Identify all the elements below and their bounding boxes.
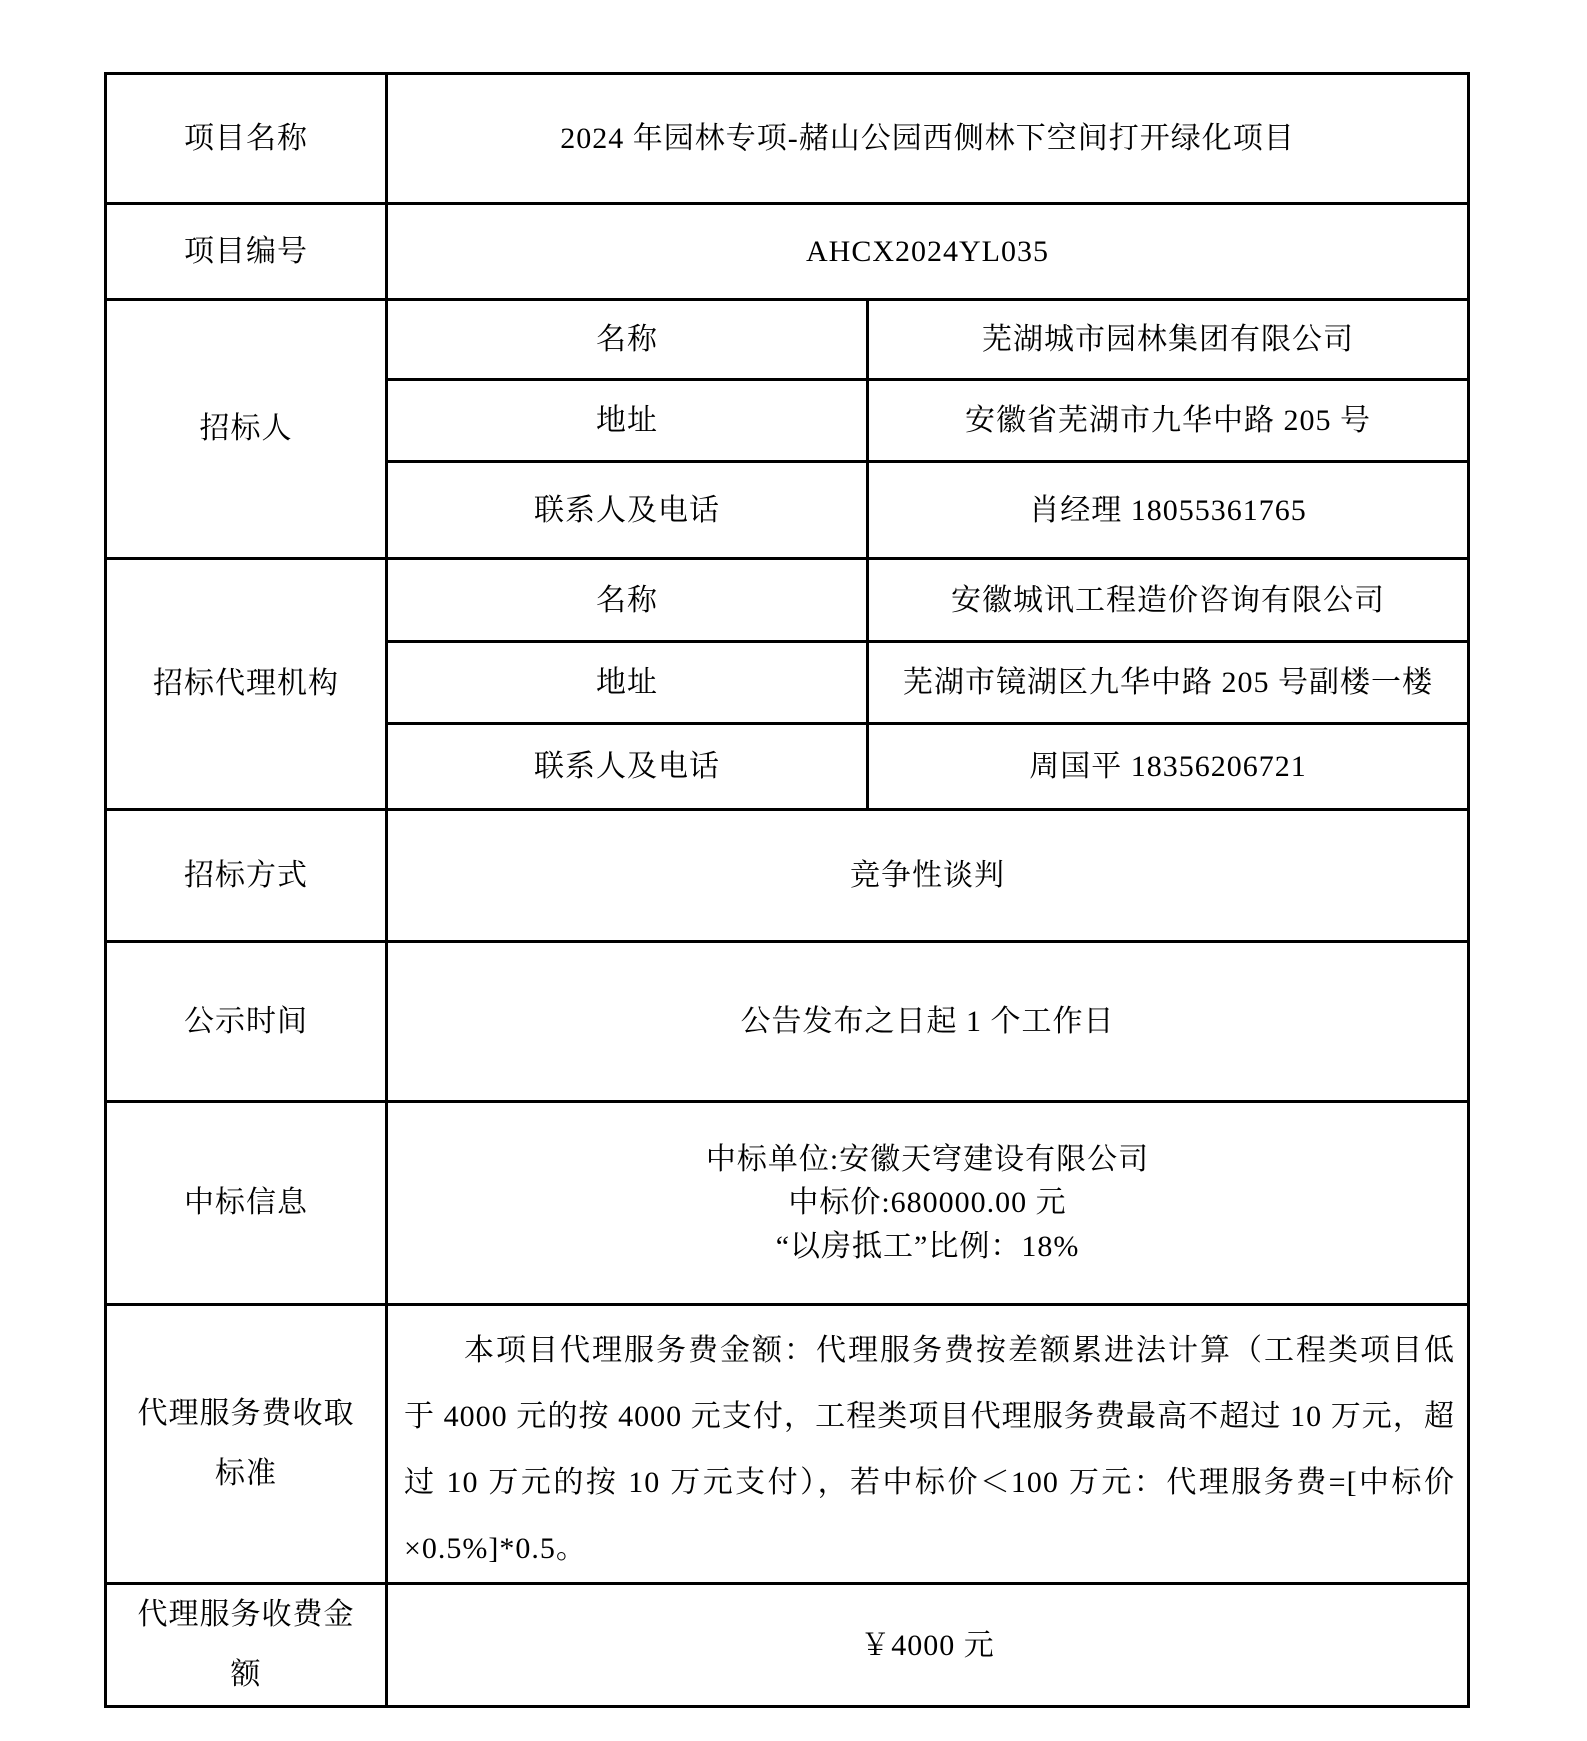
agency-address-value: 芜湖市镜湖区九华中路 205 号副楼一楼 [868, 642, 1469, 724]
project-code-value: AHCX2024YL035 [387, 204, 1469, 300]
agency-name-label: 名称 [387, 559, 868, 642]
award-ratio-line: “以房抵工”比例：18% [775, 1229, 1080, 1263]
table-row [106, 559, 1469, 642]
bid-method-value: 竞争性谈判 [387, 810, 1469, 942]
project-name-value: 2024 年园林专项-赭山公园西侧林下空间打开绿化项目 [387, 74, 1469, 204]
table-row [106, 942, 1469, 1102]
award-price-line: 中标价:680000.00 元 [788, 1186, 1067, 1220]
project-code-label: 项目编号 [106, 204, 387, 300]
agency-contact-value: 周国平 18356206721 [868, 724, 1469, 810]
table-row [106, 300, 1469, 380]
tenderee-address-label: 地址 [387, 380, 868, 462]
agency-contact-label: 联系人及电话 [387, 724, 868, 810]
agency-label: 招标代理机构 [106, 559, 387, 810]
tenderee-name-label: 名称 [387, 300, 868, 380]
table-row [106, 810, 1469, 942]
bid-method-label: 招标方式 [106, 810, 387, 942]
table-row [106, 1584, 1469, 1707]
award-winner-line: 中标单位:安徽天穹建设有限公司 [705, 1142, 1150, 1176]
fee-standard-label: 代理服务费收取标准 [106, 1305, 387, 1584]
fee-amount-value: ￥4000 元 [387, 1584, 1469, 1707]
tenderee-label: 招标人 [106, 300, 387, 559]
award-info-label: 中标信息 [106, 1102, 387, 1305]
agency-address-label: 地址 [387, 642, 868, 724]
table-row [106, 204, 1469, 300]
fee-amount-label: 代理服务收费金额 [106, 1584, 387, 1707]
publicity-period-value: 公告发布之日起 1 个工作日 [387, 942, 1469, 1102]
tenderee-contact-label: 联系人及电话 [387, 462, 868, 559]
award-info-value [387, 1102, 1469, 1305]
tenderee-contact-value: 肖经理 18055361765 [868, 462, 1469, 559]
table-row [106, 74, 1469, 204]
tenderee-name-value: 芜湖城市园林集团有限公司 [868, 300, 1469, 380]
fee-standard-text: 本项目代理服务费金额：代理服务费按差额累进法计算（工程类项目低于 4000 元的按 4000 元支付，工程类项目代理服务费最高不超过 10 万元，超过 10 万元的按 10 万元支付），若中标价＜100 万元：代理服务费=[中标价×0.5%]*0.5。 [387, 1305, 1469, 1584]
project-name-label: 项目名称 [106, 74, 387, 204]
tenderee-address-value: 安徽省芜湖市九华中路 205 号 [868, 380, 1469, 462]
table-row [106, 1102, 1469, 1305]
table-row [106, 1305, 1469, 1584]
agency-name-value: 安徽城讯工程造价咨询有限公司 [868, 559, 1469, 642]
bid-announcement-table [104, 72, 1470, 1708]
publicity-period-label: 公示时间 [106, 942, 387, 1102]
